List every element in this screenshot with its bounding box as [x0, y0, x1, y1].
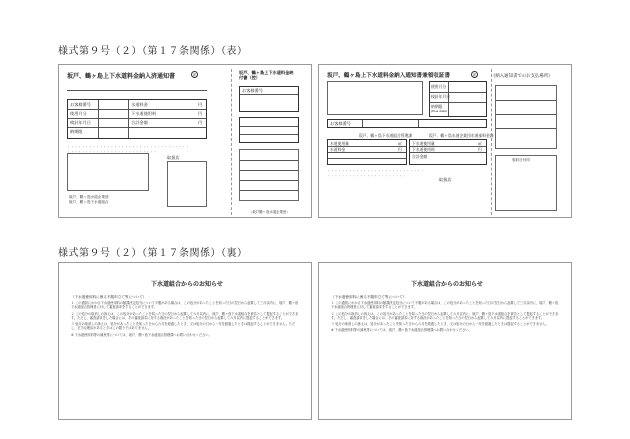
notice-body: １ この通知にかかる下水道使用料の賦課決定処分について不服がある場合は、この処分があったことを知った日の翌日から起算して三月以内に、坂戸、鶴ヶ島下水道組合管理者に対して審査請求をすることができます。 ２ この処分の取消しの訴えは、この処分があったことを知った日の翌日から起算して六月以内に、坂戸、鶴ヶ島下水道組合を被告として提起することができます。ただし、審査請求をした場合には、その審査請求に対する裁決があったことを知った日の翌日から起算して六月以内に提起することができます。 ３ 処分の取消しの訴えは、処分があったことを知った日から六月を経過したとき、又は処分の日から一年を経過したときは提起することができません。ただし、正当な理由があるときはこの限りではありません。 ※ 下水道使用料等の減免等については、坂戸、鶴ヶ島下水道組合管理課へお問い合わせください。	[71, 301, 299, 337]
item-water-fee: 水道料金	[131, 102, 148, 107]
cut-line	[491, 69, 492, 215]
field-reading-date: 検針年月日	[70, 120, 91, 125]
unit-yen: 円	[478, 147, 482, 152]
receipt-stamp-box	[495, 155, 557, 211]
unit-m3: ㎥	[478, 141, 482, 146]
field-due-date: 納期限	[431, 104, 443, 109]
field-usage-month: 使用月分	[431, 84, 447, 89]
stamp-box	[167, 161, 207, 207]
receipt-notice-sheet	[318, 64, 572, 218]
item-total: 合計金額	[131, 120, 148, 125]
stub-field-box	[239, 86, 299, 112]
usage-table	[327, 139, 407, 165]
item-sewer-fee: 下水道使用料	[131, 111, 157, 116]
address-1: 坂戸、鶴ヶ島下水道組合管理課	[359, 133, 413, 138]
seal-circle-icon: 印	[472, 73, 477, 77]
stub-title: 坂戸、鶴ヶ島上下水道料金納付書（控）	[239, 70, 294, 80]
payment-notice-sheet	[58, 64, 312, 218]
fine-print: ・・・・・・・・・・・・・・・・・・・・・・・・・・・ ・・・・・・・・・・・・・・・・・・・・・・	[327, 169, 425, 178]
receipt-stamp-label: 領収日付印	[512, 158, 530, 162]
customer-number-label: お客様番号	[330, 121, 351, 126]
unit-yen: 円	[398, 147, 402, 152]
address-2: 坂戸、鶴ヶ島下水道組合	[69, 200, 109, 204]
stub-items-table	[239, 117, 299, 143]
notice-sheet-right	[318, 262, 572, 420]
sewer-table	[409, 139, 487, 165]
usage-water-fee: 水道料金	[330, 147, 346, 152]
notice-sheet-left	[58, 262, 312, 420]
payee-label: 取扱店	[439, 177, 452, 182]
stub-field-label: お客様番号	[242, 88, 263, 93]
remarks-box	[67, 153, 149, 191]
address-1: 坂戸、鶴ヶ島水道企業団	[69, 195, 109, 199]
unit-yen: 円	[198, 111, 203, 116]
address-window	[327, 81, 423, 115]
footer-text: （坂戸鶴ヶ島水道企業団）	[249, 210, 290, 214]
fields-table	[67, 99, 207, 139]
front-heading: 様式第９号（２）（第１７条関係）（表）	[58, 46, 248, 57]
customer-row	[327, 119, 487, 128]
fine-print: ・・・・・・・・・・・・・・・・・・・・・・・・・・・・・・・・・・ ・・・・・・・・・・・・・・・・・・・・・・・・・	[67, 145, 190, 154]
address-line	[67, 90, 207, 91]
form-title: 坂戸、鶴ヶ島上下水道料金納入通知書兼領収証書	[327, 73, 451, 79]
unit-yen: 円	[198, 102, 203, 107]
notice-title: 下水道組合からのお知らせ	[151, 281, 223, 288]
unit-m3: ㎥	[398, 141, 402, 146]
field-reading-date: 検針年月日	[431, 94, 450, 99]
notice-body: １ この通知にかかる下水道使用料の賦課決定処分について不服がある場合は、この処分があったことを知った日の翌日から起算して三月以内に、坂戸、鶴ヶ島下水道組合管理者に対して審査請求をすることができます。 ２ この処分の取消しの訴えは、この処分があったことを知った日の翌日から起算して六月以内に、坂戸、鶴ヶ島下水道組合を被告として提起することができます。ただし、審査請求をした場合には、その審査請求に対する裁決があったことを知った日の翌日から起算して六月以内に提起することができます。 ３ 処分の取消しの訴えは、処分があったことを知った日から六月を経過したとき、又は処分の日から一年を経過したときは提起することができません。 ※ 下水道使用料等の減免等については、坂戸、鶴ヶ島下水道組合管理課へお問い合わせください。	[331, 301, 559, 333]
notice-subtitle: （下水道使用料に係る不服申立て等について）	[331, 295, 407, 299]
usage-water-volume: 水道使用量	[330, 141, 349, 146]
right-top-box	[495, 85, 557, 149]
field-usage-month: 使用月分	[70, 111, 87, 116]
payee-label: 取扱店	[167, 155, 180, 160]
cut-line	[231, 69, 232, 215]
form-title: 坂戸、鶴ヶ島上下水道料金納入済通知書	[67, 73, 176, 80]
notice-subtitle: （下水道使用料に係る不服申立て等について）	[71, 295, 147, 299]
usage-sewer-volume: 下水道使用量	[412, 141, 435, 146]
field-customer-number: お客様番号	[70, 102, 91, 107]
unit-yen: 円	[198, 120, 203, 125]
stub-lower-box	[239, 149, 299, 201]
back-heading: 様式第９号（２）（第１７条関係）（裏）	[58, 248, 248, 259]
header-fields	[429, 81, 487, 117]
seal-circle-icon: 印	[192, 73, 197, 77]
field-due-date: 納期限	[70, 129, 83, 134]
total-label: 合計金額	[412, 154, 428, 159]
notice-title: 下水道組合からのお知らせ	[411, 281, 483, 288]
usage-sewer-fee: 下水道使用料	[412, 147, 435, 152]
payment-place-note: 《納入通知書でのお支払場所》	[491, 74, 553, 79]
due-date-en: (Due date)	[431, 109, 448, 113]
address-2: 坂戸、鶴ヶ島水道企業団水道部料金課	[429, 133, 494, 138]
